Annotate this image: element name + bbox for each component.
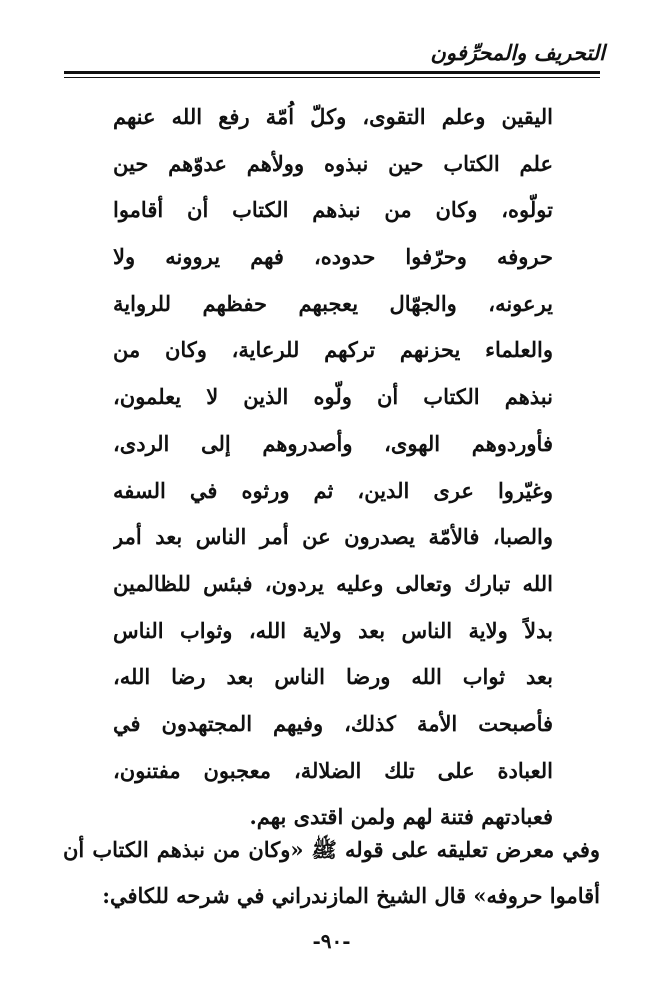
quote-line: والعلماء يحزنهم تركهم للرعاية، وكان من — [113, 337, 553, 363]
page-number: -٩٠- — [312, 929, 351, 953]
quote-line: فعبادتهم فتنة لهم ولمن اقتدى بهم. — [249, 804, 553, 830]
quote-line: اليقين وعلم التقوى، وكلّ اُمّة رفع الله عنهم — [113, 104, 553, 129]
quote-line: يرعونه، والجهّال يعجبهم حفظهم للرواية — [113, 290, 553, 316]
running-header-title: التحريف والمحرِّفون — [430, 40, 605, 65]
paragraph-line: أقاموا حروفه» قال الشيخ المازندراني في شرحه للكافي: — [102, 883, 600, 908]
body-paragraph — [63, 827, 600, 919]
quote-line: بدلاً ولاية الناس بعد ولاية الله، وثواب الناس — [113, 617, 553, 643]
quote-line: الله تبارك وتعالى وعليه يردون، فبئس للظالمين — [113, 570, 553, 596]
quote-line: وغيّروا عرى الدين، ثم ورثوه في السفه — [113, 477, 553, 503]
header-rule-thick — [64, 71, 600, 74]
quote-line: والصبا، فالأمّة يصدرون عن أمر الناس بعد أمر — [113, 524, 553, 550]
paragraph-line: وفي معرض تعليقه على قوله ﷺ «وكان من نبذهم الكتاب أن — [63, 837, 600, 862]
quote-line: العبادة على تلك الضلالة، معجبون مفتنون، — [113, 757, 553, 783]
quote-line: حروفه وحرّفوا حدوده، فهم يروونه ولا — [113, 244, 553, 270]
quote-line: فأصبحت الأمة كذلك، وفيهم المجتهدون في — [113, 710, 553, 736]
quote-line: بعد ثواب الله ورضا الناس بعد رضا الله، — [113, 664, 553, 690]
quote-block — [113, 94, 553, 841]
header-rule-thin — [64, 77, 600, 78]
quote-line: علم الكتاب حين نبذوه وولأهم عدوّهم حين — [113, 150, 553, 176]
quote-line: نبذهم الكتاب أن ولّوه الذين لا يعلمون، — [113, 384, 553, 410]
quote-line: تولّوه، وكان من نبذهم الكتاب أن أقاموا — [113, 197, 553, 223]
quote-line: فأوردوهم الهوى، وأصدروهم إلى الردى، — [113, 430, 553, 456]
